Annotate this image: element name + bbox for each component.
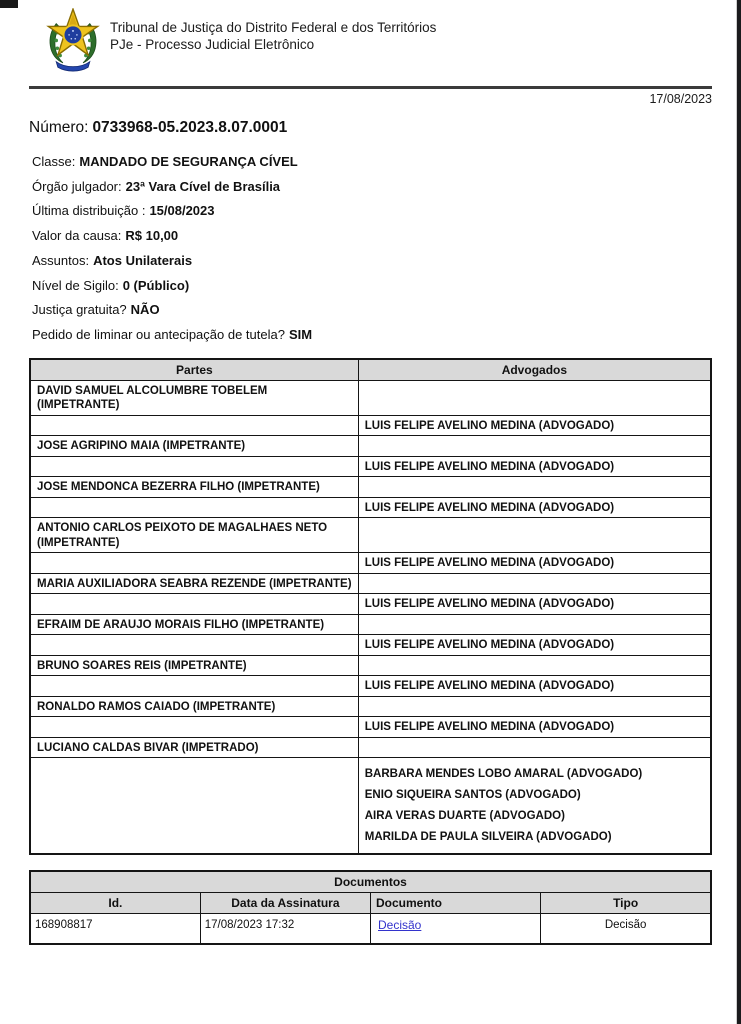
parte-cell: RONALDO RAMOS CAIADO (IMPETRANTE) — [30, 696, 358, 717]
advogados-cell — [358, 497, 711, 518]
process-number-label: Número: — [29, 119, 89, 136]
advogado-name: LUIS FELIPE AVELINO MEDINA (ADVOGADO) — [364, 419, 615, 432]
org-title-line1: Tribunal de Justiça do Distrito Federal e dos Territórios — [110, 20, 437, 35]
partes-table-row — [30, 696, 711, 717]
documentos-title-row — [30, 871, 711, 893]
detail-valor-da-causa: Valor da causa: R$ 10,00 — [32, 228, 179, 244]
partes-table-header-row — [30, 359, 711, 381]
documento-link[interactable]: Decisão — [378, 918, 422, 933]
parte-cell — [30, 635, 358, 656]
detail-orgao-julgador: Órgão julgador: 23ª Vara Cível de Brasília — [32, 178, 281, 194]
documentos-table — [29, 870, 712, 945]
partes-table-row — [30, 380, 711, 415]
detail-ultima-distribuicao: Última distribuição : 15/08/2023 — [32, 203, 215, 219]
advogados-cell — [358, 415, 711, 436]
advogado-name: BARBARA MENDES LOBO AMARAL (ADVOGADO) — [364, 768, 643, 781]
documento-row — [30, 914, 711, 945]
advogados-cell — [358, 758, 711, 855]
partes-table-row — [30, 635, 711, 656]
advogado-name: LUIS FELIPE AVELINO MEDINA (ADVOGADO) — [364, 721, 615, 734]
advogados-cell — [358, 676, 711, 697]
partes-table-row — [30, 477, 711, 498]
detail-classe: Classe: MANDADO DE SEGURANÇA CÍVEL — [32, 154, 298, 169]
parte-cell — [30, 415, 358, 436]
advogado-name: LUIS FELIPE AVELINO MEDINA (ADVOGADO) — [364, 460, 615, 473]
partes-table-row — [30, 655, 711, 676]
advogado-name: LUIS FELIPE AVELINO MEDINA (ADVOGADO) — [364, 501, 615, 514]
advogado-name: LUIS FELIPE AVELINO MEDINA (ADVOGADO) — [364, 639, 615, 652]
advogados-cell — [358, 380, 711, 415]
parte-cell: EFRAIM DE ARAUJO MORAIS FILHO (IMPETRANTE) — [30, 614, 358, 635]
process-number-value: 0733968-05.2023.8.07.0001 — [92, 119, 288, 136]
partes-table-row — [30, 415, 711, 436]
documento-id-cell: 168908817 — [30, 914, 200, 945]
partes-table-row — [30, 614, 711, 635]
window-right-edge-bar — [736, 0, 741, 1024]
partes-table-row — [30, 737, 711, 758]
advogados-cell — [358, 696, 711, 717]
advogado-name: LUIS FELIPE AVELINO MEDINA (ADVOGADO) — [364, 680, 615, 693]
documento-link-cell — [371, 914, 541, 945]
case-details — [29, 150, 712, 348]
parte-cell: DAVID SAMUEL ALCOLUMBRE TOBELEM (IMPETRANTE) — [30, 380, 358, 415]
advogados-cell — [358, 655, 711, 676]
detail-nivel-sigilo: Nível de Sigilo: 0 (Público) — [32, 277, 190, 293]
advogados-cell — [358, 594, 711, 615]
advogados-cell — [358, 573, 711, 594]
parte-cell: JOSE MENDONCA BEZERRA FILHO (IMPETRANTE) — [30, 477, 358, 498]
tipo-column-header: Tipo — [541, 893, 711, 914]
partes-table-row — [30, 456, 711, 477]
parte-cell — [30, 553, 358, 574]
advogado-name: MARILDA DE PAULA SILVEIRA (ADVOGADO) — [364, 831, 612, 844]
report-date: 17/08/2023 — [649, 92, 712, 106]
advogados-cell — [358, 477, 711, 498]
advogado-name: ENIO SIQUEIRA SANTOS (ADVOGADO) — [364, 789, 581, 802]
org-title-block — [110, 8, 436, 53]
documento-data-cell: 17/08/2023 17:32 — [200, 914, 370, 945]
advogados-cell — [358, 614, 711, 635]
header-divider — [29, 86, 712, 89]
documentos-header-row — [30, 893, 711, 914]
advogado-name: AIRA VERAS DUARTE (ADVOGADO) — [364, 810, 565, 823]
partes-table-row — [30, 573, 711, 594]
parte-cell — [30, 456, 358, 477]
id-column-header: Id. — [30, 893, 200, 914]
advogados-cell — [358, 456, 711, 477]
partes-table — [29, 358, 712, 856]
parte-cell — [30, 676, 358, 697]
advogados-cell — [358, 518, 711, 553]
advogados-cell — [358, 717, 711, 738]
parte-cell — [30, 758, 358, 855]
advogados-cell — [358, 635, 711, 656]
advogado-name: LUIS FELIPE AVELINO MEDINA (ADVOGADO) — [364, 557, 615, 570]
partes-table-row — [30, 518, 711, 553]
parte-cell — [30, 717, 358, 738]
detail-justica-gratuita: Justiça gratuita? NÃO — [32, 302, 160, 318]
partes-table-row — [30, 497, 711, 518]
partes-column-header: Partes — [30, 359, 358, 381]
parte-cell: BRUNO SOARES REIS (IMPETRANTE) — [30, 655, 358, 676]
advogados-column-header: Advogados — [358, 359, 711, 381]
parte-cell: LUCIANO CALDAS BIVAR (IMPETRADO) — [30, 737, 358, 758]
parte-cell — [30, 594, 358, 615]
documentos-table-title: Documentos — [30, 871, 711, 893]
parte-cell: MARIA AUXILIADORA SEABRA REZENDE (IMPETRANTE) — [30, 573, 358, 594]
top-left-edge-artifact — [0, 0, 18, 8]
detail-pedido-liminar: Pedido de liminar ou antecipação de tutela? SIM — [32, 326, 313, 342]
parte-cell: ANTONIO CARLOS PEIXOTO DE MAGALHAES NETO (IMPETRANTE) — [30, 518, 358, 553]
documentos-table-body — [30, 914, 711, 945]
documento-column-header: Documento — [371, 893, 541, 914]
advogados-cell — [358, 737, 711, 758]
advogado-name: LUIS FELIPE AVELINO MEDINA (ADVOGADO) — [364, 598, 615, 611]
partes-table-row — [30, 758, 711, 855]
detail-assuntos: Assuntos: Atos Unilaterais — [32, 252, 193, 268]
page-header — [29, 0, 712, 79]
partes-table-row — [30, 436, 711, 457]
advogados-cell — [358, 553, 711, 574]
parte-cell — [30, 497, 358, 518]
partes-table-body — [30, 380, 711, 854]
partes-table-row — [30, 717, 711, 738]
documento-tipo-cell: Decisão — [541, 914, 711, 945]
advogados-cell — [358, 436, 711, 457]
brazil-coat-of-arms-icon — [45, 8, 101, 79]
partes-table-row — [30, 553, 711, 574]
org-title-line2: PJe - Processo Judicial Eletrônico — [110, 36, 315, 52]
process-number-line — [29, 119, 712, 137]
partes-table-row — [30, 676, 711, 697]
parte-cell: JOSE AGRIPINO MAIA (IMPETRANTE) — [30, 436, 358, 457]
partes-table-row — [30, 594, 711, 615]
data-assinatura-column-header: Data da Assinatura — [200, 893, 370, 914]
